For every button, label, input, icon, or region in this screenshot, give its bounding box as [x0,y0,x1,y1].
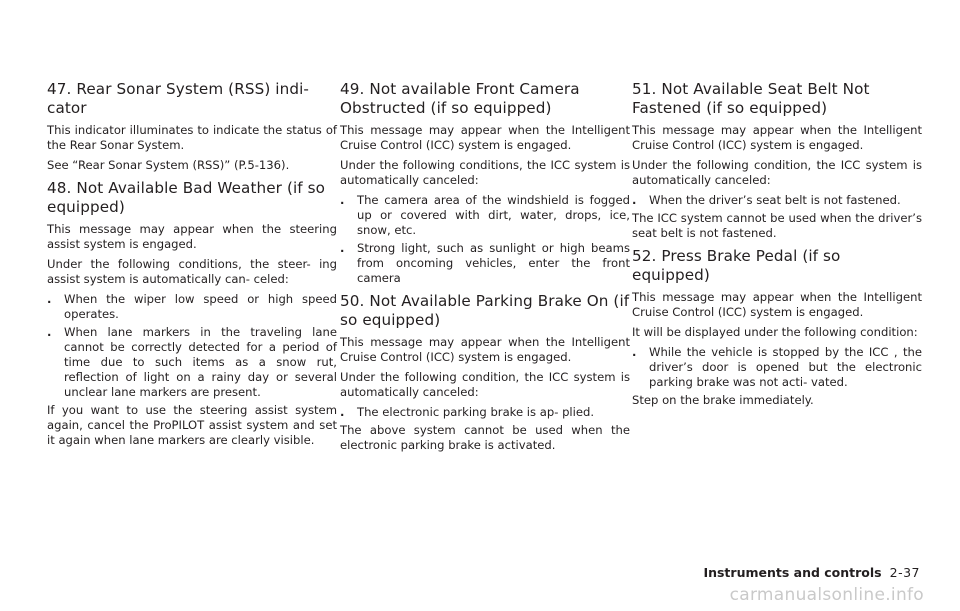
list-item [340,241,630,286]
list-item-text: When the driver’s seat belt is not fastened. [649,193,901,207]
list-item [632,345,922,390]
paragraph: Under the following conditions, the ICC system is automatically canceled: [340,158,630,187]
paragraph: If you want to use the steering assist system again, cancel the ProPILOT assist system and set it again when lane markers are clearly visible. [47,403,337,447]
list-item-text: When lane markers in the traveling lane cannot be correctly detected for a period of time due to such items as a snow rut, reflection of light on a rainy day or several unclear lane markers are present. [64,325,337,399]
paragraph: This message may appear when the Intelligent Cruise Control (ICC) system is engaged. [632,290,922,319]
column-3 [632,80,922,414]
section-heading: 49. Not available Front Camera Obstructed (if so equipped) [340,80,580,117]
bullet-marker: . [47,325,52,339]
bullet-list [340,405,630,420]
page-footer [703,565,920,580]
list-item-text: The electronic parking brake is ap- plied. [357,405,595,419]
bullet-marker: . [340,241,345,255]
list-item-text: Strong light, such as sunlight or high beams from oncoming vehicles, enter the front camera [357,241,630,285]
paragraph: This message may appear when the Intelligent Cruise Control (ICC) system is engaged. [632,123,922,152]
paragraph: Under the following condition, the ICC system is automatically canceled: [632,158,922,187]
paragraph: It will be displayed under the following condition: [632,325,918,339]
paragraph: Under the following conditions, the steer- ing assist system is automatically can- celed: [47,257,337,286]
footer-section-title: Instruments and controls [703,565,882,580]
column-2 [340,80,630,459]
bullet-marker: . [340,405,345,419]
watermark: carmanualsonline.info [729,585,924,605]
page-number: 2-37 [889,565,920,580]
section [340,292,630,453]
bullet-marker: . [632,193,637,207]
bullet-marker: . [632,345,637,359]
paragraph: See “Rear Sonar System (RSS)” (P.5-136). [47,158,290,172]
paragraph: Step on the brake immediately. [632,393,814,407]
paragraph: This message may appear when the Intelligent Cruise Control (ICC) system is engaged. [340,335,630,364]
section-heading: 50. Not Available Parking Brake On (if so equipped) [340,292,630,329]
paragraph: The above system cannot be used when the electronic parking brake is activated. [340,423,630,452]
bullet-marker: . [340,193,345,207]
bullet-list [340,193,630,286]
bullet-list [632,193,922,208]
section-heading: 52. Press Brake Pedal (if so equipped) [632,247,841,284]
paragraph: This message may appear when the steering assist system is engaged. [47,222,337,251]
section [340,80,630,286]
list-item [47,325,337,400]
list-item [47,292,337,322]
paragraph: Under the following condition, the ICC system is automatically canceled: [340,370,630,399]
section [47,179,337,448]
bullet-list [632,345,922,390]
section-heading: 48. Not Available Bad Weather (if so equipped) [47,179,326,216]
list-item-text: The camera area of the windshield is fogged up or covered with dirt, water, drops, ice, snow, etc. [357,193,630,237]
section-heading: 51. Not Available Seat Belt Not Fastened (if so equipped) [632,80,870,117]
list-item-text: While the vehicle is stopped by the ICC , the driver’s door is opened but the electronic parking brake was not acti- vated. [649,345,922,389]
list-item [340,193,630,238]
column-1 [47,80,337,454]
bullet-marker: . [47,292,52,306]
list-item [632,193,922,208]
section [632,80,922,241]
paragraph: The ICC system cannot be used when the driver’s seat belt is not fastened. [632,211,922,240]
list-item [340,405,630,420]
bullet-list [47,292,337,400]
section-heading: 47. Rear Sonar System (RSS) indi- cator [47,80,309,117]
section [632,247,922,408]
paragraph: This message may appear when the Intelligent Cruise Control (ICC) system is engaged. [340,123,630,152]
list-item-text: When the wiper low speed or high speed operates. [64,292,337,321]
section [47,80,337,173]
paragraph: This indicator illuminates to indicate the status of the Rear Sonar System. [47,123,337,152]
